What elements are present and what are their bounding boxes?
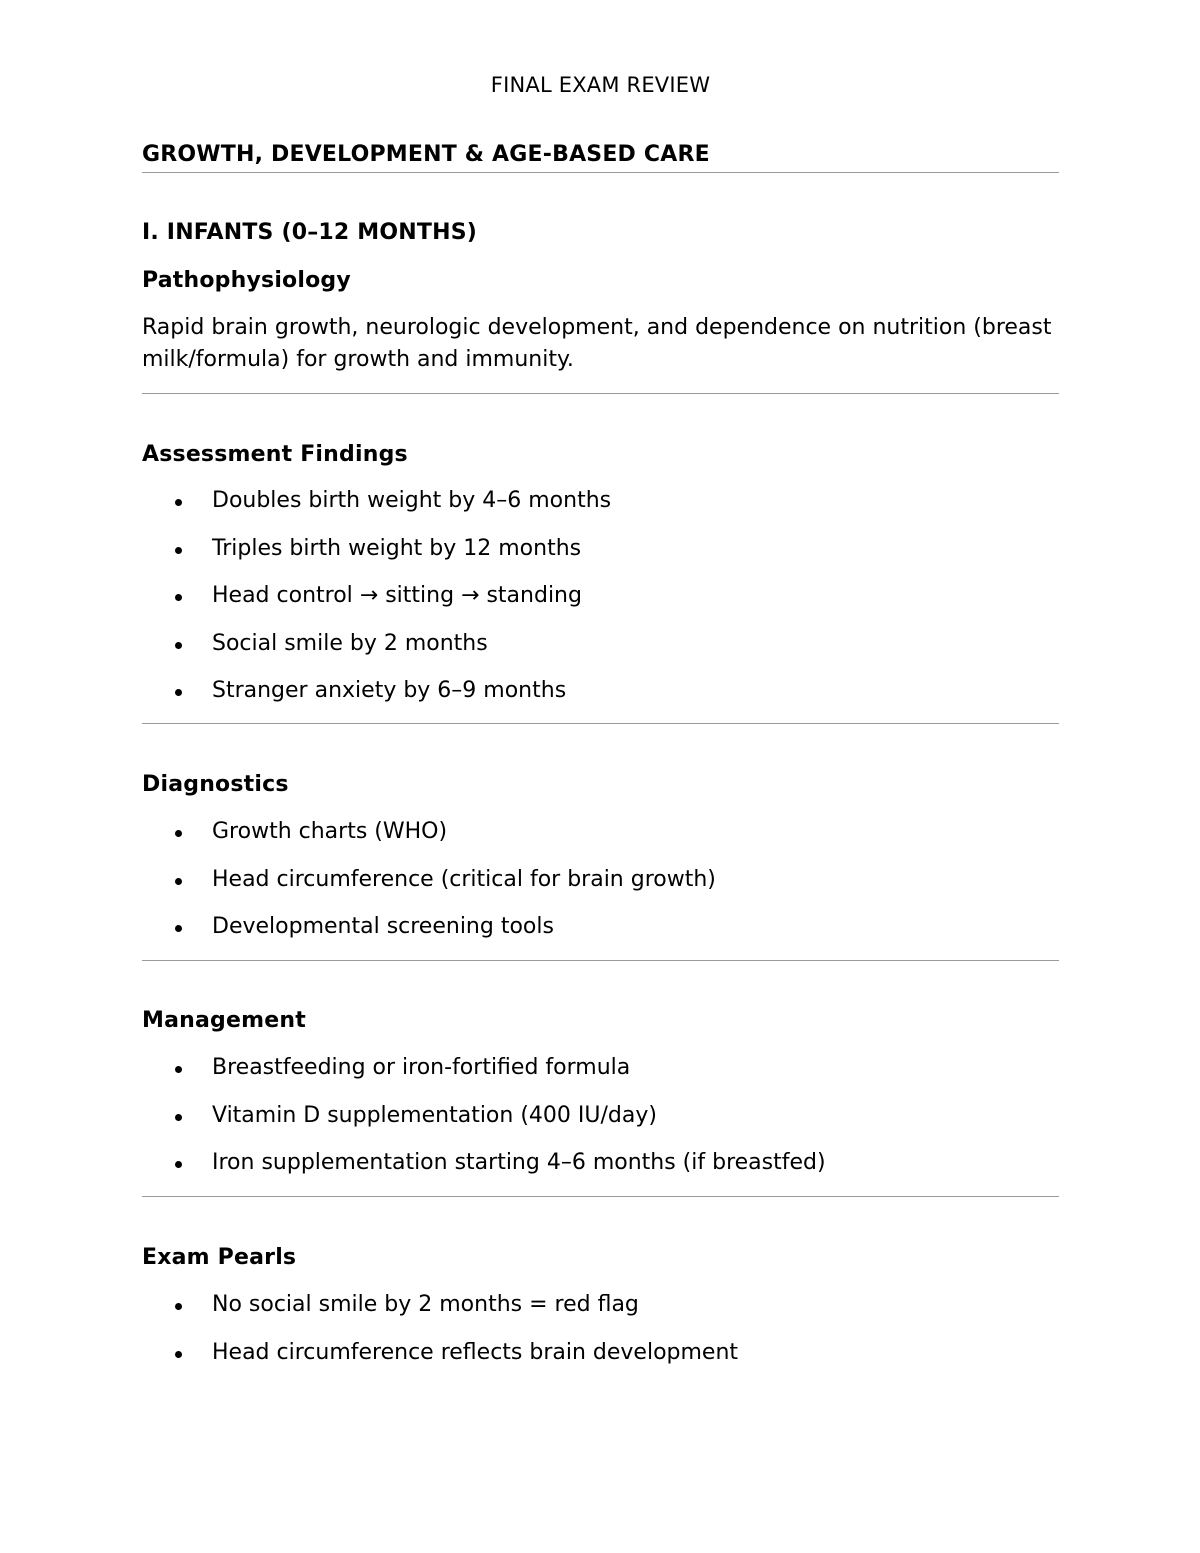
- bullet-icon: [175, 1351, 182, 1358]
- list-item-text: No social smile by 2 months = red flag: [212, 1292, 639, 1317]
- exam-pearls-heading: Exam Pearls: [142, 1245, 297, 1270]
- management-heading: Management: [142, 1008, 306, 1033]
- assessment-list: [142, 486, 1059, 724]
- list-item: [142, 1338, 1059, 1386]
- bullet-icon: [175, 689, 182, 696]
- list-item-text: Head circumference reflects brain development: [212, 1339, 739, 1365]
- section-divider: [142, 172, 1059, 173]
- bullet-icon: [175, 1161, 182, 1168]
- pathophysiology-text: Rapid brain growth, neurologic development, and dependence on nutrition (breast milk/formula) for growth and immunity.: [142, 315, 1052, 372]
- bullet-icon: [175, 1114, 182, 1121]
- list-item-text: Social smile by 2 months: [212, 630, 488, 656]
- bullet-icon: [175, 547, 182, 554]
- section-heading: GROWTH, DEVELOPMENT & AGE-BASED CARE: [142, 142, 710, 167]
- list-item: [142, 1053, 1059, 1101]
- bullet-icon: [175, 1303, 182, 1310]
- management-list: [142, 1053, 1059, 1196]
- bullet-icon: [175, 878, 182, 885]
- subsection-heading: I. INFANTS (0–12 MONTHS): [142, 220, 478, 245]
- exam-pearls-list: [142, 1290, 1059, 1385]
- list-item-text: Stranger anxiety by 6–9 months: [212, 678, 567, 703]
- list-item-text: Growth charts (WHO): [212, 819, 448, 844]
- bullet-icon: [175, 925, 182, 932]
- list-item-text: Head control → sitting → standing: [212, 583, 582, 608]
- pathophysiology-heading: Pathophysiology: [142, 268, 351, 293]
- bullet-icon: [175, 594, 182, 601]
- list-item-text: Breastfeeding or iron-fortified formula: [212, 1055, 631, 1080]
- list-item-text: Triples birth weight by 12 months: [212, 535, 582, 561]
- list-item: [142, 817, 1059, 865]
- assessment-heading: Assessment Findings: [142, 442, 408, 467]
- list-item: [142, 1148, 1059, 1196]
- list-item-text: Doubles birth weight by 4–6 months: [212, 488, 612, 513]
- document-title: FINAL EXAM REVIEW: [490, 73, 711, 97]
- diagnostics-heading: Diagnostics: [142, 772, 289, 797]
- list-item: [142, 629, 1059, 677]
- divider-after-assessment: [142, 723, 1059, 724]
- list-item: [142, 534, 1059, 582]
- divider-after-diagnostics: [142, 960, 1059, 961]
- bullet-icon: [175, 499, 182, 506]
- divider-after-management: [142, 1196, 1059, 1197]
- bullet-icon: [175, 830, 182, 837]
- list-item-text: Iron supplementation starting 4–6 months (if breastfed): [212, 1150, 826, 1175]
- list-item-text: Head circumference (critical for brain growth): [212, 866, 716, 892]
- list-item: [142, 486, 1059, 534]
- list-item: [142, 676, 1059, 724]
- list-item: [142, 912, 1059, 960]
- list-item-text: Vitamin D supplementation (400 IU/day): [212, 1102, 657, 1128]
- diagnostics-list: [142, 817, 1059, 960]
- list-item: [142, 865, 1059, 913]
- list-item: [142, 1101, 1059, 1149]
- divider-after-pathophysiology: [142, 393, 1059, 394]
- bullet-icon: [175, 642, 182, 649]
- bullet-icon: [175, 1066, 182, 1073]
- list-item-text: Developmental screening tools: [212, 914, 554, 939]
- list-item: [142, 1290, 1059, 1338]
- list-item: [142, 581, 1059, 629]
